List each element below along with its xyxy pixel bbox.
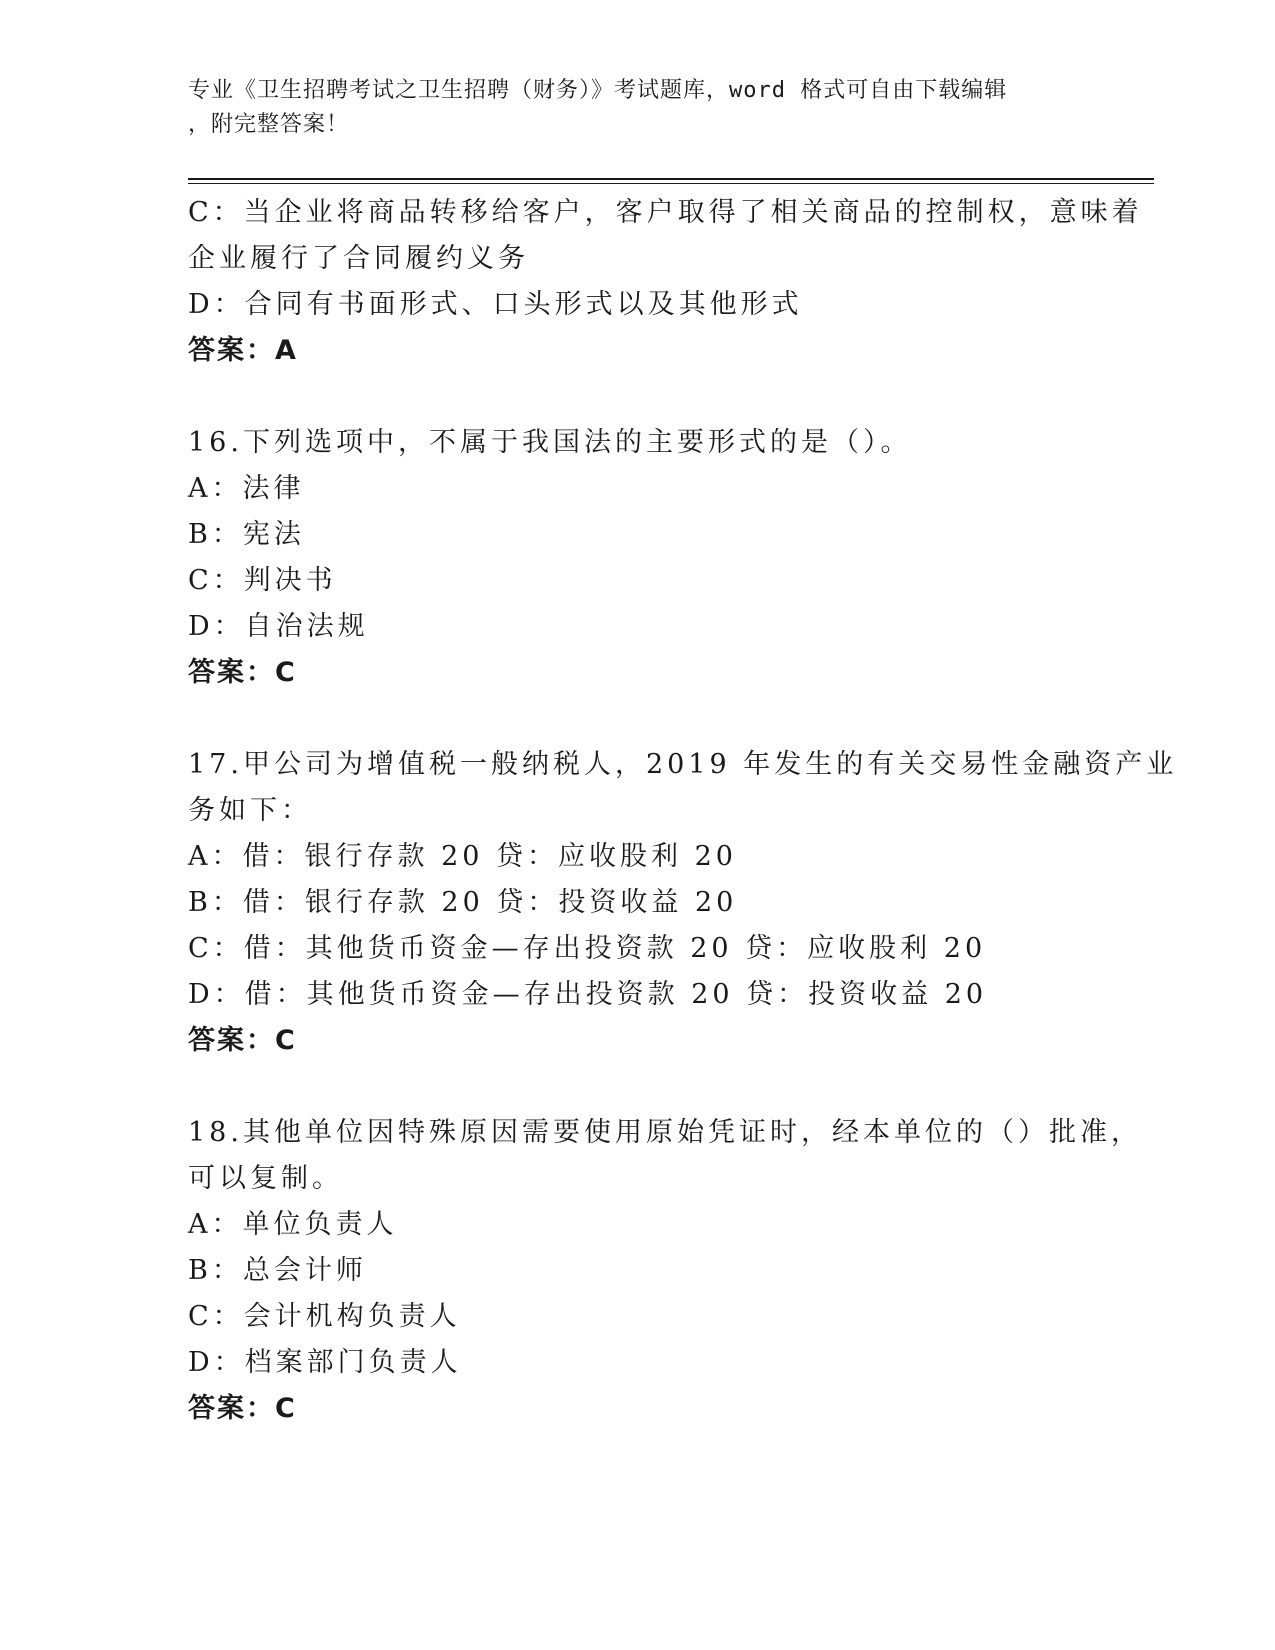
question-18 [188, 1110, 1142, 1432]
header-line-1: 专业《卫生招聘考试之卫生招聘（财务）》考试题库，word 格式可自由下载编辑 [188, 78, 1008, 103]
document-header [188, 74, 1068, 142]
spacer [188, 1064, 1088, 1110]
option-a: A：借：银行存款 20 贷：应收股利 20 [188, 841, 737, 872]
option-d: D：档案部门负责人 [188, 1347, 462, 1378]
question-stem: 16.下列选项中，不属于我国法的主要形式的是（）。 [188, 427, 912, 458]
question-stem-continued: 务如下： [188, 795, 312, 826]
option-c-continued: 企业履行了合同履约义务 [188, 243, 529, 274]
question-16 [188, 420, 1088, 696]
option-d: D：借：其他货币资金—存出投资款 20 贷：投资收益 20 [188, 979, 988, 1010]
option-c: C：判决书 [188, 565, 337, 596]
option-c: C：会计机构负责人 [188, 1301, 461, 1332]
option-a: A：单位负责人 [188, 1209, 398, 1240]
answer: 答案：A [188, 335, 298, 366]
option-c: C：当企业将商品转移给客户，客户取得了相关商品的控制权，意味着 [188, 197, 1143, 228]
option-b: B：总会计师 [188, 1255, 367, 1286]
answer: 答案：C [188, 657, 297, 688]
header-divider-thin [188, 183, 1154, 184]
option-b: B：宪法 [188, 519, 305, 550]
option-a: A：法律 [188, 473, 305, 504]
question-stem: 17.甲公司为增值税一般纳税人，2019 年发生的有关交易性金融资产业 [188, 749, 1178, 780]
spacer [188, 696, 1088, 742]
question-stem-continued: 可以复制。 [188, 1163, 343, 1194]
answer: 答案：C [188, 1025, 297, 1056]
spacer [188, 374, 1088, 420]
answer: 答案：C [188, 1393, 297, 1424]
question-stem: 18.其他单位因特殊原因需要使用原始凭证时，经本单位的（）批准， [188, 1117, 1142, 1148]
question-17 [188, 742, 1178, 1064]
header-line-2: ，附完整答案！ [188, 112, 350, 137]
option-b: B：借：银行存款 20 贷：投资收益 20 [188, 887, 738, 918]
option-c: C：借：其他货币资金—存出投资款 20 贷：应收股利 20 [188, 933, 987, 964]
option-d: D：自治法规 [188, 611, 369, 642]
question-content [188, 190, 1178, 1432]
header-divider-thick [188, 178, 1154, 180]
option-d: D：合同有书面形式、口头形式以及其他形式 [188, 289, 803, 320]
previous-question-tail [188, 190, 1143, 374]
